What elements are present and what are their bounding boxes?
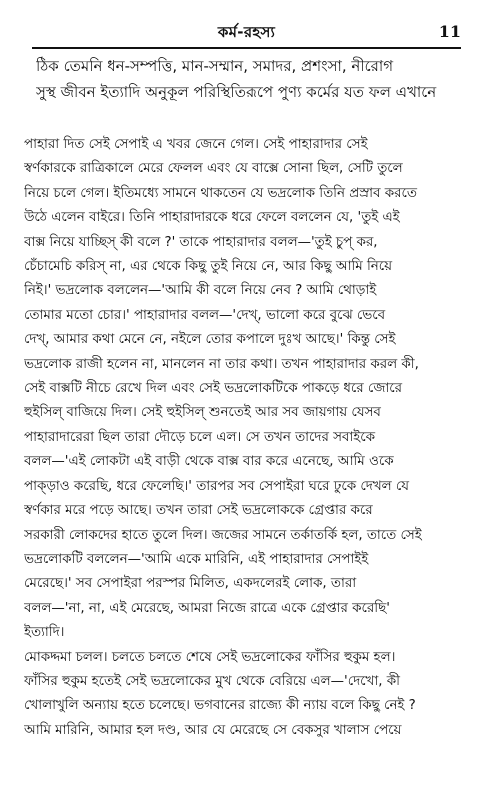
text-line: খোলাখুলি অন্যায় হতে চলেছে। ভগবানের রাজ্যে কী ন্যায় বলে কিছু নেই ?	[24, 698, 416, 714]
text-line: পাক্ড়াও করেছি, ধরে ফেলেছি।' তারপর সব সেপাইরা ঘরে ঢুকে দেখল যে	[24, 478, 410, 494]
quote-line: ঠিক তেমনি ধন-সম্পত্তি, মান-সম্মান, সমাদর, প্রশংসা, নীরোগ	[36, 57, 394, 75]
text-line: বাক্স নিয়ে যাচ্ছিস্ কী বলে ?' তাকে পাহারাদার বলল—'তুই চুপ্ কর,	[24, 234, 378, 250]
text-line: ভদ্রলোকটি বললেন—'আমি একে মারিনি, এই পাহারাদার সেপাইই	[24, 551, 369, 567]
text-line: স্বর্ণকারকে রাত্রিকালে মেরে ফেলল এবং যে বাক্সে সোনা ছিল, সেটি তুলে	[24, 161, 403, 177]
text-line: পাহারা দিত সেই সেপাই এ খবর জেনে গেল। সেই পাহারাদার সেই	[24, 137, 368, 152]
header-title: কর্ম-রহস্য	[217, 22, 276, 41]
text-line: দেখ্, আমার কথা মেনে নে, নইলে তোর কপালে দুঃখ আছে।' কিন্তু সেই	[24, 332, 396, 348]
text-line: হুইসিল্ বাজিয়ে দিল। সেই হুইসিল্ শুনতেই আর সব জায়গায় যেসব	[24, 405, 381, 421]
quote-block	[36, 53, 457, 105]
header-rule	[32, 47, 461, 49]
text-line: সেই বাক্সটি নীচে রেখে দিল এবং সেই ভদ্রলোকটিকে পাকড়ে ধরে জোরে	[24, 381, 402, 397]
text-line: বলল—'এই লোকটা এই বাড়ী থেকে বাক্স বার করে এনেছে, আমি ওকে	[24, 454, 394, 470]
running-header	[32, 20, 461, 46]
text-line: তোমার মতো চোর।' পাহারাদার বলল—'দেখ্, ভালো করে বুঝে ভেবে	[24, 307, 386, 323]
text-line: মোকদ্দমা চলল। চলতে চলতে শেষে সেই ভদ্রলোকের ফাঁসির হুকুম হল।	[24, 649, 396, 665]
text-line: বলল—'না, না, এই মেরেছে, আমরা নিজে রাত্রে একে গ্রেপ্তার করেছি'	[24, 600, 390, 616]
quote-line: সুস্থ জীবন ইত্যাদি অনুকূল পরিস্থিতিরূপে পুণ্য কর্মের যত ফল এখানে	[36, 83, 437, 101]
text-line: নিই।' ভদ্রলোক বললেন—'আমি কী বলে নিয়ে নেব ? আমি থোড়াই	[24, 283, 377, 299]
page-number: 11	[438, 22, 461, 41]
text-line: মেরেছে।' সব সেপাইরা পরস্পর মিলিত, একদলেরই লোক, তারা	[24, 576, 357, 592]
body-text	[24, 133, 461, 743]
text-line: নিয়ে চলে গেল। ইতিমধ্যে সামনে থাকতেন যে ভদ্রলোক তিনি প্রস্রাব করতে	[24, 185, 417, 201]
text-line: উঠে এলেন বাইরে। তিনি পাহারাদারকে ধরে ফেলে বললেন যে, 'তুই এই	[24, 210, 400, 226]
text-line: ভদ্রলোক রাজী হলেন না, মানলেন না তার কথা। তখন পাহারাদার করল কী,	[24, 356, 419, 372]
text-line: সরকারী লোকদের হাতে তুলে দিল। জজের সামনে তর্কাতর্কি হল, তাতে সেই	[24, 527, 422, 543]
text-line: ফাঁসির হুকুম হতেই সেই ভদ্রলোকের মুখ থেকে বেরিয়ে এল—'দেখো, কী	[24, 673, 400, 689]
text-line: পাহারাদারেরা ছিল তারা দৌড়ে চলে এল। সে তখন তাদের সবাইকে	[24, 429, 375, 445]
text-line: স্বর্ণকার মরে পড়ে আছে। তখন তারা সেই ভদ্রলোককে গ্রেপ্তার করে	[24, 503, 373, 519]
text-line: আমি মারিনি, আমার হল দণ্ড, আর যে মেরেছে সে বেকসুর খালাস পেয়ে	[24, 722, 402, 738]
text-line: ইত্যাদি।	[24, 625, 65, 641]
text-line: চেঁচামেচি করিস্ না, এর থেকে কিছু তুই নিয়ে নে, আর কিছু আমি নিয়ে	[24, 259, 393, 275]
